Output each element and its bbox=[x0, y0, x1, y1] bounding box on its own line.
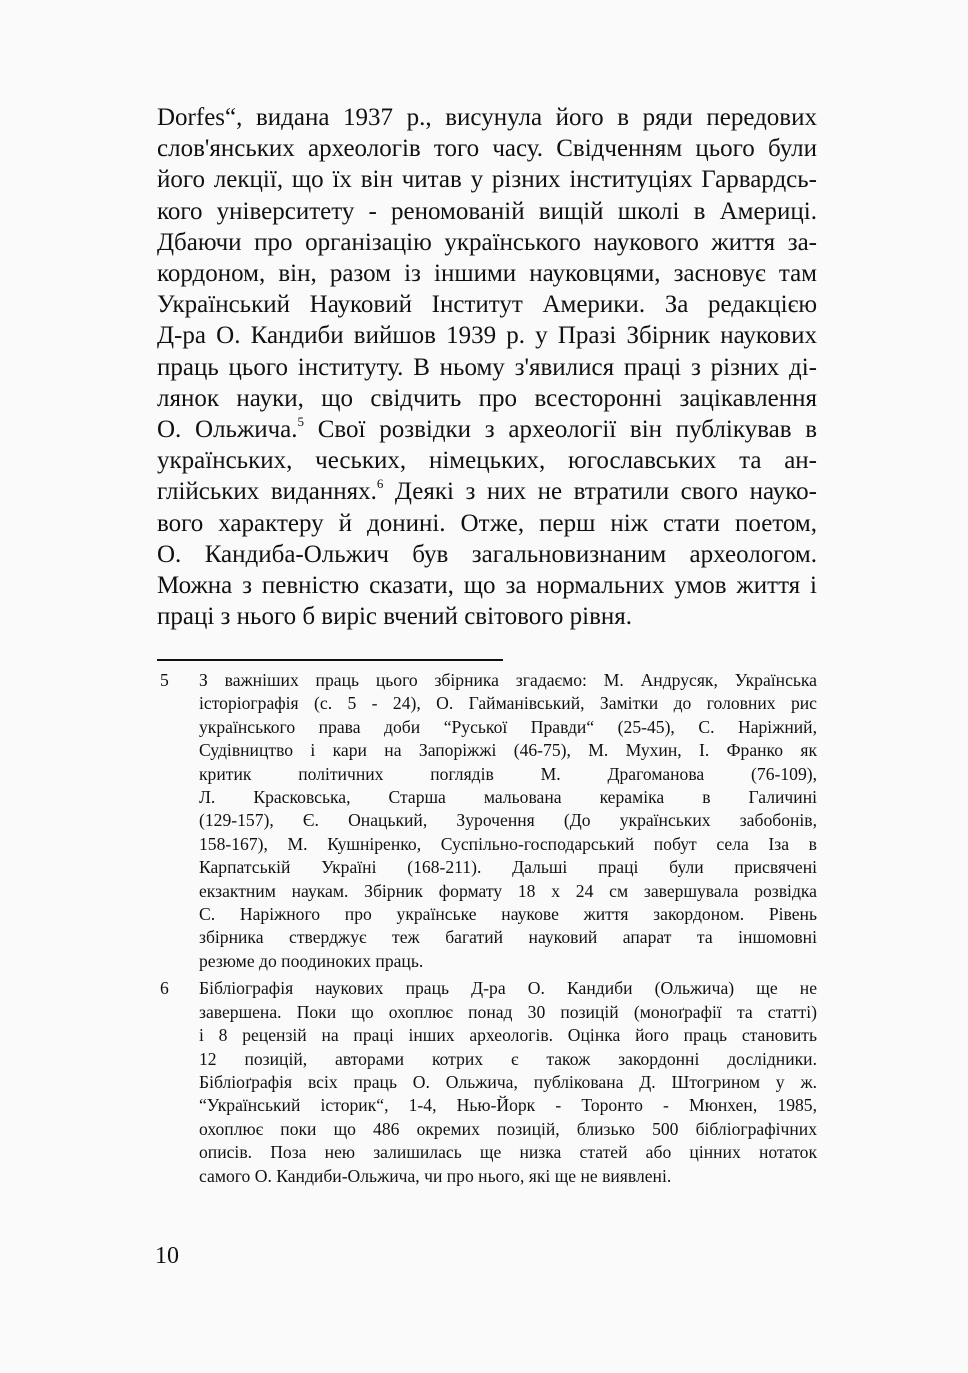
footnote-ref-5: 5 bbox=[297, 413, 305, 429]
body-line-with-note-5 bbox=[157, 414, 817, 445]
footnote-line: описів. Поза нею залишилась ще низка статей або цінних нотаток bbox=[199, 1142, 817, 1163]
footnote-line: 12 позицій, авторами котрих є також закордонні дослідники. bbox=[199, 1048, 817, 1069]
footnote-line: Л. Красковська, Старша мальована кераміка в Галичині bbox=[199, 787, 817, 808]
footnote-line: Бібліографія наукових праць Д-ра О. Кандиби (Ольжича) ще не bbox=[199, 978, 817, 999]
footnote-line: охоплює поки що 486 окремих позицій, близько 500 бібліографічних bbox=[199, 1118, 817, 1139]
footnote-line: (129-157), Є. Онацький, Зурочення (До українських забобонів, bbox=[199, 810, 817, 831]
footnote-line: С. Наріжного про українське наукове життя закордоном. Рівень bbox=[199, 904, 817, 925]
footnote-line: і 8 рецензій на праці інших археологів. Оцінка його праць становить bbox=[199, 1025, 817, 1046]
footnote-line: історіографія (с. 5 - 24), О. Гайманівський, Замітки до головних рис bbox=[199, 693, 817, 714]
footnote-line: завершена. Поки що охоплює понад 30 позицій (моноґрафії та статті) bbox=[199, 1001, 817, 1022]
footnote-line: українського права доби “Руської Правди“ (25-45), С. Наріжний, bbox=[199, 716, 817, 737]
footnote-line: критик політичних поглядів М. Драгоманова (76-109), bbox=[199, 763, 817, 784]
body-line: О. Кандиба-Ольжич був загальновизнаним археологом. bbox=[157, 540, 817, 568]
footnote-line: екзактним наукам. Збірник формату 18 х 24 см завершувала розвідка bbox=[199, 880, 817, 901]
footnote-line: 158-167), М. Кушніренко, Суспільно-господарський побут села Іза в bbox=[199, 833, 817, 854]
body-line: Д-ра О. Кандиби вийшов 1939 р. у Празі Збірник наукових bbox=[157, 322, 817, 350]
footnote-line: Бібліоґрафія всіх праць О. Ольжича, публікована Д. Штогрином у ж. bbox=[199, 1071, 817, 1092]
footnote-6 bbox=[157, 977, 817, 1188]
footnote-line: Судівництво і кари на Запоріжжі (46-75), М. Мухин, І. Франко як bbox=[199, 740, 817, 761]
body-line: кордоном, він, разом із іншими науковцями, засновує там bbox=[157, 260, 817, 288]
footnote-line: З важніших праць цього збірника згадаємо: М. Андрусяк, Українська bbox=[199, 670, 817, 690]
footnotes bbox=[157, 669, 817, 1188]
footnote-line: резюме до поодиноких праць. bbox=[199, 950, 424, 971]
body-line: праці з нього б виріс вчений світового рівня. bbox=[157, 603, 633, 631]
body-segment: глійських виданнях. bbox=[157, 478, 377, 506]
body-line: кого університету - реномованій вищій школі в Америці. bbox=[157, 197, 817, 225]
body-line: лянок науки, що свідчить про всесторонні зацікавлення bbox=[157, 384, 817, 412]
body-line: українських, чеських, німецьких, югославських та ан- bbox=[157, 447, 817, 475]
footnote-line: збірника стверджує теж багатий науковий апарат та іншомовні bbox=[199, 927, 817, 948]
body-line: слов'янських археологів того часу. Свідченням цього були bbox=[157, 135, 817, 163]
body-line: Український Науковий Інститут Америки. За редакцією bbox=[157, 291, 817, 319]
body-line: Дбаючи про організацію українського наукового життя за- bbox=[157, 228, 817, 256]
body-line-with-note-6 bbox=[157, 476, 817, 507]
body-segment: О. Ольжича. bbox=[157, 416, 298, 444]
page-number: 10 bbox=[155, 1243, 179, 1269]
body-line: Можна з певністю сказати, що за нормальних умов життя і bbox=[157, 572, 817, 600]
body-line: вого характеру й донині. Отже, перш ніж стати поетом, bbox=[157, 509, 817, 537]
footnote-divider bbox=[157, 659, 503, 661]
body-segment: Свої розвідки з археології він публікував в bbox=[317, 416, 818, 444]
footnote-number: 6 bbox=[160, 978, 169, 999]
body-text bbox=[157, 102, 817, 632]
footnote-line: Карпатській Україні (168-211). Дальші праці були присвячені bbox=[199, 857, 817, 878]
body-line: його лекції, що їх він читав у різних інституціях Гарвардсь- bbox=[157, 166, 817, 194]
footnote-ref-6: 6 bbox=[376, 476, 384, 492]
footnote-number: 5 bbox=[160, 670, 169, 690]
footnote-line: самого О. Кандиби-Ольжича, чи про нього, які ще не виявлені. bbox=[199, 1165, 672, 1186]
body-segment: Деякі з них не втратили свого науко- bbox=[394, 478, 817, 506]
body-line: Dorfes“, видана 1937 р., висунула його в ряди передових bbox=[157, 104, 817, 131]
body-line: праць цього інституту. В ньому з'явилися праці з різних ді- bbox=[157, 353, 817, 381]
footnote-line: “Український історик“, 1-4, Нью-Йорк - Торонто - Мюнхен, 1985, bbox=[199, 1095, 817, 1116]
footnote-5 bbox=[157, 669, 817, 973]
